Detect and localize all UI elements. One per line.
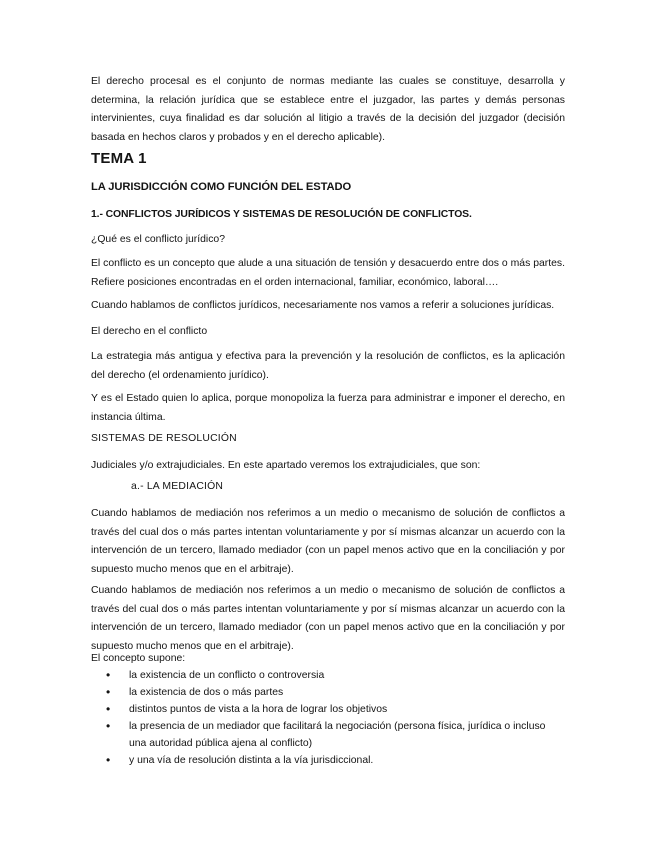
bullet-dot-icon: •: [106, 685, 111, 699]
list-item: • la existencia de dos o más partes: [106, 685, 284, 699]
bullet-dot-icon: •: [106, 702, 111, 716]
paragraph-estado: Y es el Estado quien lo aplica, porque monopoliza la fuerza para administrar e imponer el derecho, en instancia última.: [91, 393, 565, 423]
intro-paragraph: El derecho procesal es el conjunto de normas mediante las cuales se constituye, desarrolla y determina, la relación jurídica que se establece entre el juzgador, las partes y demás personas intervinientes, cuya finalidad es dar solución al litigio a través de la decisión del juzgador (decisión basada en hechos claros y probados y en el derecho aplicable).: [91, 76, 565, 143]
list-item: • la existencia de un conflicto o controversia: [106, 668, 325, 682]
paragraph-mediacion-1: Cuando hablamos de mediación nos referimos a un medio o mecanismo de solución de conflictos a través del cual dos o más partes intentan voluntariamente y por sí mismas alcanzar un acuerdo con la intervención de un tercero, llamado mediador (con un papel menos activo que en la conciliación y por supuesto mucho menos que en el arbitraje).: [91, 508, 565, 575]
tema-heading: TEMA 1: [91, 150, 147, 167]
subheading-mediacion: a.- LA MEDIACIÓN: [131, 481, 224, 492]
bullet-dot-icon: •: [106, 719, 111, 733]
paragraph-cuando: Cuando hablamos de conflictos jurídicos, necesariamente nos vamos a referir a soluciones jurídicas.: [91, 300, 555, 311]
subheading-derecho: El derecho en el conflicto: [91, 326, 208, 337]
list-item: • la presencia de un mediador que facilitará la negociación (persona física, jurídica o incluso una autoridad pública ajena al conflicto): [106, 719, 546, 749]
list-item: • y una vía de resolución distinta a la vía jurisdiccional.: [106, 753, 374, 767]
paragraph-mediacion-2: Cuando hablamos de mediación nos referimos a un medio o mecanismo de solución de conflictos a través del cual dos o más partes intentan voluntariamente y por sí mismas alcanzar un acuerdo con la intervención de un tercero, llamado mediador (con un papel menos activo que en la conciliación y por supuesto mucho menos que en el arbitraje).: [91, 585, 565, 652]
paragraph-estrategia: La estrategia más antigua y efectiva para la prevención y la resolución de conflictos, es la aplicación del derecho (el ordenamiento jurídico).: [91, 351, 565, 381]
section-heading: 1.- CONFLICTOS JURÍDICOS Y SISTEMAS DE RESOLUCIÓN DE CONFLICTOS.: [91, 209, 472, 220]
question-conflicto: ¿Qué es el conflicto jurídico?: [91, 234, 225, 245]
chapter-title: LA JURISDICCIÓN COMO FUNCIÓN DEL ESTADO: [91, 181, 352, 193]
subheading-sistemas: SISTEMAS DE RESOLUCIÓN: [91, 433, 237, 444]
list-item: • distintos puntos de vista a la hora de lograr los objetivos: [106, 702, 388, 716]
concept-bullet-list: [91, 667, 565, 769]
bullet-dot-icon: •: [106, 753, 111, 767]
paragraph-judiciales: Judiciales y/o extrajudiciales. En este apartado veremos los extrajudiciales, que son:: [91, 460, 481, 471]
paragraph-concepto: El concepto supone:: [91, 653, 186, 664]
paragraph-conflicto: El conflicto es un concepto que alude a una situación de tensión y desacuerdo entre dos o más partes. Refiere posiciones encontradas en el orden internacional, familiar, económico, laboral….: [91, 258, 565, 288]
bullet-dot-icon: •: [106, 668, 111, 682]
